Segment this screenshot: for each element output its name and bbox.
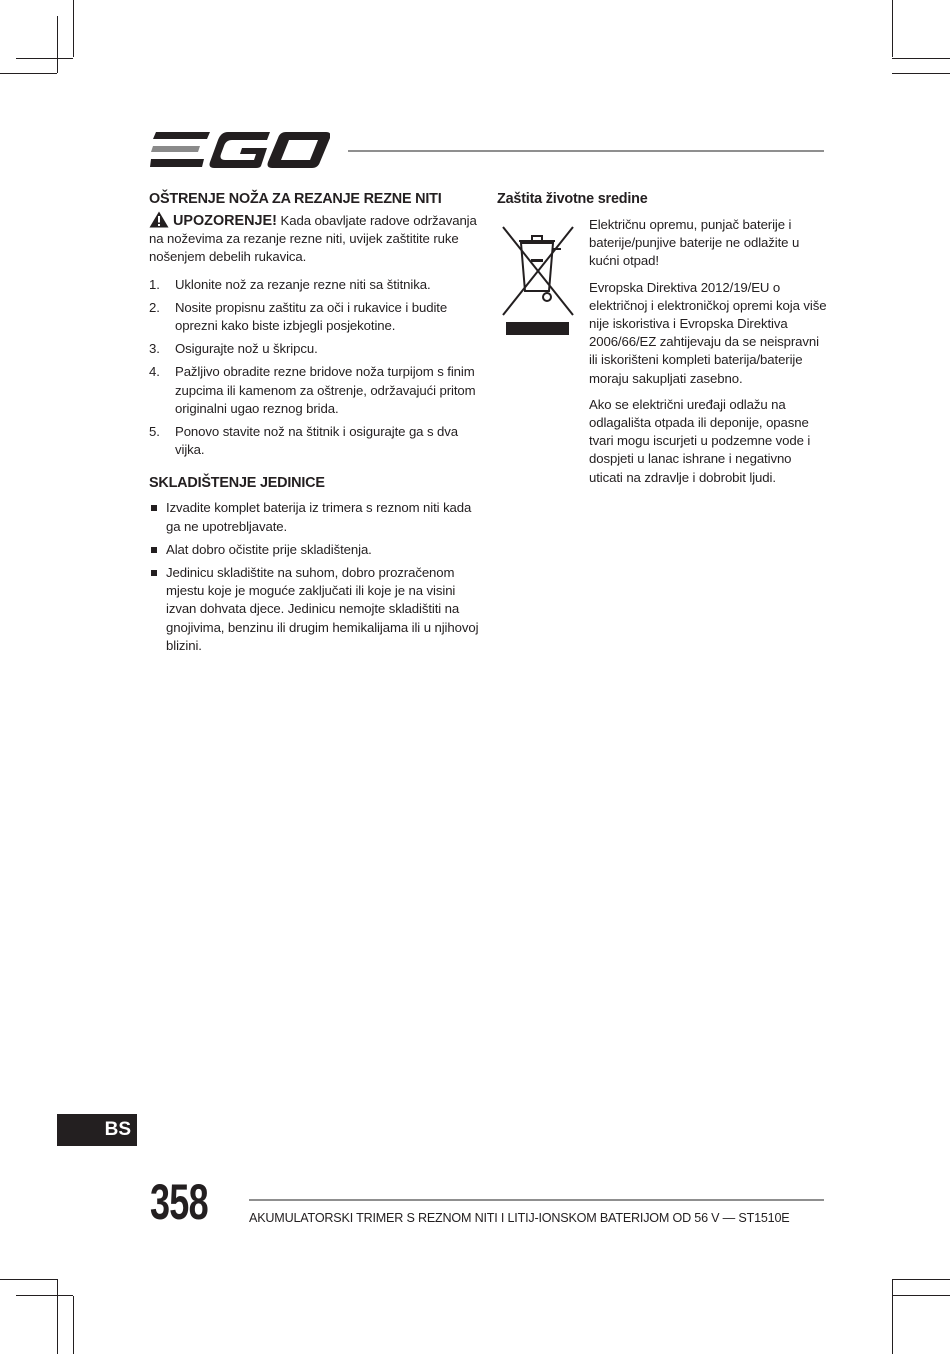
step-number: 5. [149,424,160,440]
crop-mark [57,16,58,73]
crop-mark [73,1296,74,1354]
language-tab [57,1114,137,1146]
step-number: 1. [149,276,160,292]
crop-mark [892,58,950,59]
environment-text [589,216,827,487]
step-text: Osigurajte nož u škripcu. [175,341,318,357]
crop-mark [0,1279,57,1280]
crop-mark [73,0,74,57]
warning-text: Kada obavljate radove održavanja na noževima za rezanje rezne niti, uvijek zaštitite ruke nošenjem debelih rukavica. [149,213,477,265]
right-column [497,189,827,495]
step-text: Pažljivo obradite rezne bridove noža turpijom s finim zupcima ili kamenom za oštrenje, održavajući pritom originalni ugao reznog brida. [175,364,476,416]
page-number: 358 [150,1174,208,1230]
step-text: Uklonite nož za rezanje rezne niti sa štitnika. [175,276,431,292]
warning-label: UPOZORENJE! [173,213,277,229]
list-item [149,423,479,459]
list-item [149,499,479,535]
bullet-text: Izvadite komplet baterija iz trimera s reznom niti kada ga ne upotrebljavate. [166,500,472,534]
footer-rule [249,1199,824,1201]
step-number: 4. [149,364,160,380]
bullet-square-icon [151,505,157,511]
storage-list [149,499,479,655]
list-item [149,276,479,294]
bullet-text: Alat dobro očistite prije skladištenja. [166,541,372,557]
list-item [149,340,479,358]
crop-mark [892,1295,950,1296]
step-text: Nosite propisnu zaštitu za oči i rukavice i budite oprezni kako biste izbjegli posjekotine. [175,299,448,334]
crossed-out-wheelie-bin-icon [497,219,577,335]
crop-mark [892,73,950,74]
left-column [149,189,479,660]
crop-mark [0,73,57,74]
footer-title: AKUMULATORSKI TRIMER S REZNOM NITI I LITIJ-IONSKOM BATERIJOM OD 56 V — ST1510E [249,1211,790,1225]
step-text: Ponovo stavite nož na štitnik i osigurajte ga s dva vijka. [175,424,458,458]
environment-paragraph: Električnu opremu, punjač baterije i baterije/punjive baterije ne odlažite u kućni otpad! [589,217,800,269]
sharpening-heading: OŠTRENJE NOŽA ZA REZANJE REZNE NITI [149,191,442,207]
crop-mark [892,0,893,57]
storage-heading: SKLADIŠTENJE JEDINICE [149,475,325,492]
bullet-square-icon [151,547,157,553]
crop-mark [57,1279,58,1354]
list-item [149,541,479,559]
step-number: 3. [149,341,160,357]
environment-paragraph: Evropska Direktiva 2012/19/EU o električnoj i elektroničkoj opremi koja više nije iskoristiva i Evropska Direktiva 2006/66/EZ zahtijevaju da se neispravni ili iskorišteni kompleti baterija/baterije moraju sakupljati zasebno. [589,279,827,386]
crop-mark [16,58,73,59]
ego-logo [150,130,330,170]
environment-paragraph: Ako se električni uređaji odlažu na odlagališta otpada ili deponije, opasne tvari mogu iscurjeti u podzemne vode i dospjeti u lanac ishrane i negativno uticati na zdravlje i dobrobit ljudi. [589,396,811,485]
list-item [149,363,479,418]
crop-mark [892,1279,950,1280]
bullet-square-icon [151,570,157,576]
environment-heading: Zaštita životne sredine [497,191,648,207]
warning-triangle-icon [149,211,169,228]
warning-paragraph [149,211,479,267]
header-rule [348,150,824,152]
language-label: BS [104,1119,131,1140]
crop-mark [16,1295,73,1296]
step-number: 2. [149,299,160,315]
crop-mark [892,1279,893,1354]
bullet-text: Jedinicu skladištite na suhom, dobro prozračenom mjestu koje je moguće zaključati ili koje je na visini izvan dohvata djece. Jedinicu nemojte skladištiti na gnojivima, benzinu ili drugim hemikalijama ili u njihovoj blizini. [166,565,479,653]
list-item [149,564,479,655]
list-item [149,299,479,335]
sharpening-steps [149,276,479,460]
